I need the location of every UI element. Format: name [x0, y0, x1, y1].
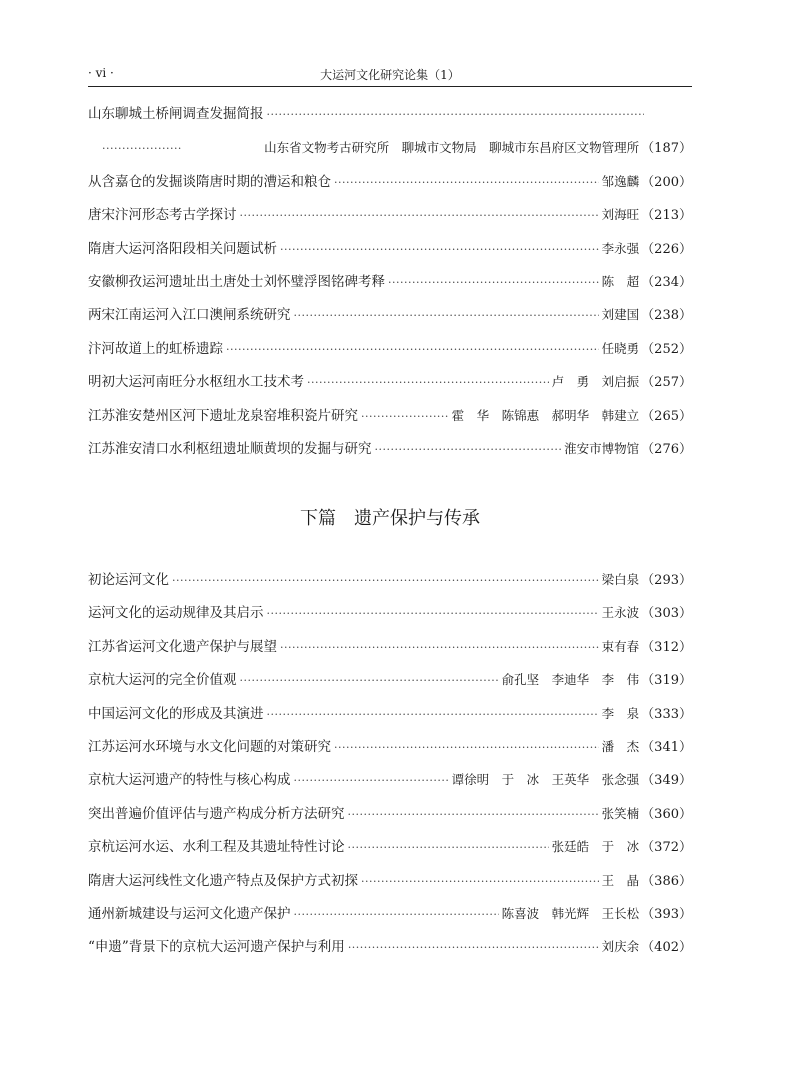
- toc-entry-title: 从含嘉仓的发掘谈隋唐时期的漕运和粮仓: [88, 173, 331, 190]
- toc-dot-leader: [375, 433, 562, 466]
- toc-dot-leader: [361, 400, 449, 433]
- toc-entry-title: 汴河故道上的虹桥遗踪: [88, 340, 223, 357]
- toc-entry-author: 张廷皓 于 冰: [551, 839, 640, 855]
- toc-entry-page: （333）: [641, 706, 692, 722]
- toc-entry-title: 山东聊城土桥闸调查发掘简报: [88, 106, 264, 122]
- table-of-contents-part-a: [88, 98, 692, 465]
- toc-entry: [88, 630, 692, 663]
- toc-entry: [88, 797, 692, 830]
- toc-dot-leader: [294, 764, 449, 797]
- toc-entry: [88, 663, 692, 696]
- toc-entry-page: （372）: [641, 840, 692, 856]
- toc-entry: [88, 232, 692, 265]
- toc-entry-page: （319）: [641, 673, 692, 689]
- toc-entry-author: 邹逸麟: [601, 173, 640, 189]
- toc-entry-author: 束有春: [601, 638, 640, 654]
- running-title: 大运河文化研究论集（1）: [320, 68, 460, 82]
- toc-entry-author: 俞孔坚 李迪华 李 伟: [501, 672, 640, 688]
- toc-entry-page: （265）: [641, 408, 692, 424]
- toc-entry-author: 陈 超: [601, 273, 640, 289]
- toc-entry-title: 运河文化的运动规律及其启示: [88, 605, 264, 622]
- toc-entry-title: 通州新城建设与运河文化遗产保护: [88, 905, 291, 922]
- toc-entry-title: 初论运河文化: [88, 572, 169, 588]
- toc-entry-page: （187）: [641, 141, 692, 157]
- toc-entry-author: 卢 勇 刘启振: [551, 374, 640, 390]
- toc-entry-title: 两宋江南运河入江口澳闸系统研究: [88, 307, 291, 324]
- toc-dot-leader: [280, 233, 599, 266]
- toc-dot-leader: [280, 631, 599, 664]
- toc-entry-author: 梁白泉: [601, 572, 640, 587]
- toc-entry-author: 张笑楠: [601, 805, 640, 821]
- toc-entry: [88, 98, 692, 131]
- toc-entry: [88, 399, 692, 432]
- toc-entry-author: 霍 华 陈锦惠 郝明华 韩建立: [451, 407, 640, 423]
- toc-entry-author: 李 泉: [601, 705, 640, 721]
- toc-dot-leader: [240, 199, 599, 232]
- toc-entry-author: 淮安市博物馆: [564, 440, 640, 456]
- toc-entry: [88, 265, 692, 298]
- toc-dot-leader: [172, 564, 599, 597]
- toc-entry-title: 江苏淮安清口水利枢纽遗址顺黄坝的发掘与研究: [88, 440, 372, 457]
- toc-dot-leader: [267, 98, 645, 131]
- toc-entry: [88, 298, 692, 331]
- toc-dot-leader: [334, 731, 599, 764]
- toc-dot-leader: [348, 931, 599, 964]
- toc-entry-title: 唐宋汴河形态考古学探讨: [88, 207, 237, 224]
- toc-entry-title: 江苏运河水环境与水文化问题的对策研究: [88, 738, 331, 755]
- toc-dot-leader: [240, 664, 499, 697]
- page-number: · vi ·: [88, 66, 114, 80]
- toc-dot-leader: [334, 166, 599, 199]
- toc-entry-page: （393）: [641, 906, 692, 922]
- toc-entry: [88, 830, 692, 863]
- toc-dot-leader: [307, 366, 549, 399]
- toc-entry-page: （303）: [641, 606, 692, 622]
- toc-entry: [88, 563, 692, 596]
- toc-entry-title: 隋唐大运河洛阳段相关问题试析: [88, 240, 277, 257]
- toc-entry-page: （252）: [641, 341, 692, 357]
- toc-entry-page: （234）: [641, 274, 692, 290]
- toc-entry-author: 李永强: [601, 240, 640, 256]
- toc-dot-leader: [361, 865, 599, 898]
- toc-entry-title: 突出普遍价值评估与遗产构成分析方法研究: [88, 805, 345, 822]
- toc-entry-page: （213）: [641, 208, 692, 224]
- toc-entry: [88, 864, 692, 897]
- toc-entry-page: （226）: [641, 241, 692, 257]
- toc-entry: [88, 365, 692, 398]
- toc-entry-page: （293）: [641, 573, 692, 588]
- toc-entry-title: 江苏淮安楚州区河下遗址龙泉窑堆积瓷片研究: [88, 407, 358, 424]
- toc-entry-author: 谭徐明 于 冰 王英华 张念强: [451, 772, 640, 788]
- toc-dot-leader: [267, 597, 599, 630]
- toc-entry-author: 山东省文物考古研究所 聊城市文物局 聊城市东昌府区文物管理所: [264, 140, 640, 156]
- toc-entry: [88, 165, 692, 198]
- toc-entry-author: 刘建国: [601, 307, 640, 323]
- toc-entry: [88, 332, 692, 365]
- running-header: [88, 66, 692, 87]
- toc-entry-page: （386）: [641, 873, 692, 889]
- toc-dot-leader: [102, 132, 182, 165]
- toc-entry: [88, 596, 692, 629]
- toc-entry-page: （257）: [641, 375, 692, 391]
- toc-dot-leader: [267, 698, 599, 731]
- toc-entry-page: （360）: [641, 806, 692, 822]
- toc-entry: [88, 432, 692, 465]
- toc-dot-leader: [348, 798, 599, 831]
- table-of-contents-part-b: [88, 563, 692, 964]
- toc-entry-author: 潘 杰: [601, 738, 640, 754]
- toc-entry-page: （402）: [641, 940, 692, 956]
- toc-entry-title: 明初大运河南旺分水枢纽水工技术考: [88, 374, 304, 391]
- toc-entry-author: 刘庆余: [601, 939, 640, 955]
- toc-entry-page: （341）: [641, 739, 692, 755]
- section-title: 下篇 遗产保护与传承: [300, 508, 480, 529]
- toc-entry-title: 京杭运河水运、水利工程及其遗址特性讨论: [88, 839, 345, 856]
- toc-entry-title: 江苏省运河文化遗产保护与展望: [88, 638, 277, 655]
- toc-entry-page: （349）: [641, 773, 692, 789]
- toc-dot-leader: [226, 333, 599, 366]
- toc-dot-leader: [294, 299, 599, 332]
- toc-entry: [88, 930, 692, 963]
- toc-entry-page: （276）: [641, 441, 692, 457]
- toc-entry-title: “申遗”背景下的京杭大运河遗产保护与利用: [88, 939, 345, 956]
- toc-entry-author: 陈喜波 韩光辉 王长松: [501, 905, 640, 921]
- toc-dot-leader: [348, 831, 549, 864]
- toc-dot-leader: [388, 266, 599, 299]
- toc-entry-author: 刘海旺: [601, 207, 640, 223]
- toc-entry: [88, 897, 692, 930]
- toc-entry-title: 中国运河文化的形成及其演进: [88, 705, 264, 722]
- toc-entry-title: 京杭大运河遗产的特性与核心构成: [88, 772, 291, 789]
- toc-entry-page: （238）: [641, 308, 692, 324]
- toc-entry-title: 隋唐大运河线性文化遗产特点及保护方式初探: [88, 872, 358, 889]
- toc-entry-title: 京杭大运河的完全价值观: [88, 672, 237, 689]
- toc-dot-leader: [294, 898, 499, 931]
- toc-entry-title: 安徽柳孜运河遗址出土唐处士刘怀璧浮图铭碑考释: [88, 273, 385, 290]
- toc-entry: [88, 131, 692, 164]
- toc-entry-page: （312）: [641, 639, 692, 655]
- toc-entry: [88, 198, 692, 231]
- toc-entry: [88, 763, 692, 796]
- toc-entry: [88, 697, 692, 730]
- toc-entry-page: （200）: [641, 174, 692, 190]
- toc-entry: [88, 730, 692, 763]
- toc-entry-author: 王永波: [601, 605, 640, 621]
- toc-entry-author: 王 晶: [601, 872, 640, 888]
- toc-entry-author: 任晓勇: [601, 340, 640, 356]
